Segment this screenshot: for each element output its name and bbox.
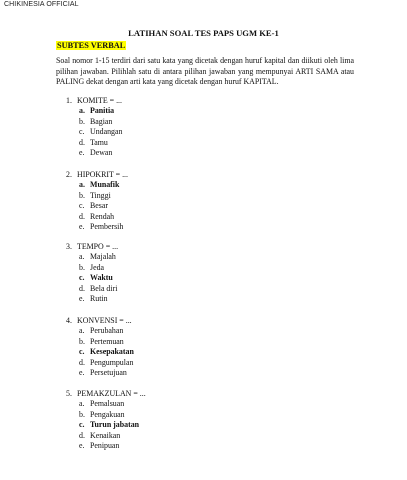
question-item [66,316,134,378]
answer-option [66,212,128,222]
question-stem [66,242,118,252]
option-text: Waktu [90,273,113,283]
option-text: Majalah [90,252,116,262]
question-stem [66,170,128,180]
option-text: Panitia [90,106,115,116]
answer-option [66,148,122,158]
answer-option [66,222,128,232]
option-text: Pengakuan [90,409,125,419]
answer-option [66,252,118,262]
option-text: Kesepakatan [90,347,134,357]
option-text: Pengumpulan [90,357,134,367]
option-letter: a. [79,106,85,116]
question-stem [66,316,134,326]
option-letter: b. [79,190,85,200]
option-letter: b. [79,409,85,419]
option-letter: b. [79,262,85,272]
question-stem [66,96,122,106]
question-item [66,242,118,304]
instructions-paragraph: Soal nomor 1-15 terdiri dari satu kata yang dicetak dengan huruf kapital dan diikuti oleh lima pilihan jawaban. Pilihlah satu di antara pilihan jawaban yang mempunyai ARTI SAMA atau PALING dekat dengan arti kata yang dicetak dengan huruf KAPITAL. [56,56,354,87]
page-title: LATIHAN SOAL TES PAPS UGM KE-1 [128,28,279,38]
answer-option [66,117,122,127]
answer-option [66,441,146,451]
question-item [66,389,146,451]
option-letter: c. [79,201,85,211]
answer-option [66,431,146,441]
question-number: 3. [66,242,72,251]
answer-option [66,263,118,273]
option-letter: e. [79,293,85,303]
option-letter: e. [79,221,85,231]
option-letter: c. [79,273,85,283]
question-item [66,96,122,158]
question-stem [66,389,146,399]
question-number: 1. [66,96,72,105]
answer-option [66,201,128,211]
option-text: Rutin [90,293,108,303]
answer-option [66,284,118,294]
option-text: Persetujuan [90,367,127,377]
option-text: Bagian [90,116,113,126]
section-heading: SUBTES VERBAL [57,41,126,50]
option-letter: d. [79,211,85,221]
question-text: KONVENSI = ... [77,316,132,325]
answer-option [66,399,146,409]
answer-option-correct [66,347,134,357]
option-text: Bela diri [90,283,118,293]
answer-option [66,138,122,148]
option-text: Penipuan [90,440,120,450]
option-text: Kenaikan [90,430,121,440]
option-letter: e. [79,147,85,157]
question-number: 2. [66,170,72,179]
option-letter: c. [79,347,85,357]
option-text: Rendah [90,211,115,221]
answer-option-correct [66,106,122,116]
answer-option [66,191,128,201]
option-letter: d. [79,357,85,367]
answer-option [66,410,146,420]
option-text: Munafik [90,180,120,190]
option-text: Undangan [90,127,123,137]
option-letter: a. [79,180,85,190]
option-text: Besar [90,201,108,211]
question-number: 5. [66,389,72,398]
answer-option [66,358,134,368]
option-letter: b. [79,336,85,346]
option-text: Pembersih [90,221,124,231]
watermark: CHIKINESIA OFFICIAL [4,1,79,8]
answer-option-correct [66,420,146,430]
answer-option [66,294,118,304]
option-letter: a. [79,399,85,409]
question-text: PEMAKZULAN = ... [77,389,146,398]
option-text: Jeda [90,262,105,272]
question-text: HIPOKRIT = ... [77,170,128,179]
option-letter: e. [79,440,85,450]
option-letter: c. [79,127,85,137]
answer-option-correct [66,180,128,190]
option-text: Turun jabatan [90,420,140,430]
option-text: Tinggi [90,190,111,200]
answer-option-correct [66,273,118,283]
question-number: 4. [66,316,72,325]
option-letter: e. [79,367,85,377]
option-letter: d. [79,430,85,440]
option-text: Tamu [90,137,108,147]
option-letter: c. [79,420,85,430]
question-text: KOMITE = ... [77,96,122,105]
answer-option [66,337,134,347]
option-text: Perubahan [90,326,124,336]
option-text: Pertemuan [90,336,124,346]
option-letter: d. [79,283,85,293]
question-text: TEMPO = ... [77,242,119,251]
answer-option [66,127,122,137]
answer-option [66,368,134,378]
option-letter: d. [79,137,85,147]
option-letter: a. [79,252,85,262]
answer-option [66,326,134,336]
option-letter: a. [79,326,85,336]
option-letter: b. [79,116,85,126]
question-item [66,170,128,232]
option-text: Dewan [90,147,113,157]
option-text: Pemalsuan [90,399,125,409]
